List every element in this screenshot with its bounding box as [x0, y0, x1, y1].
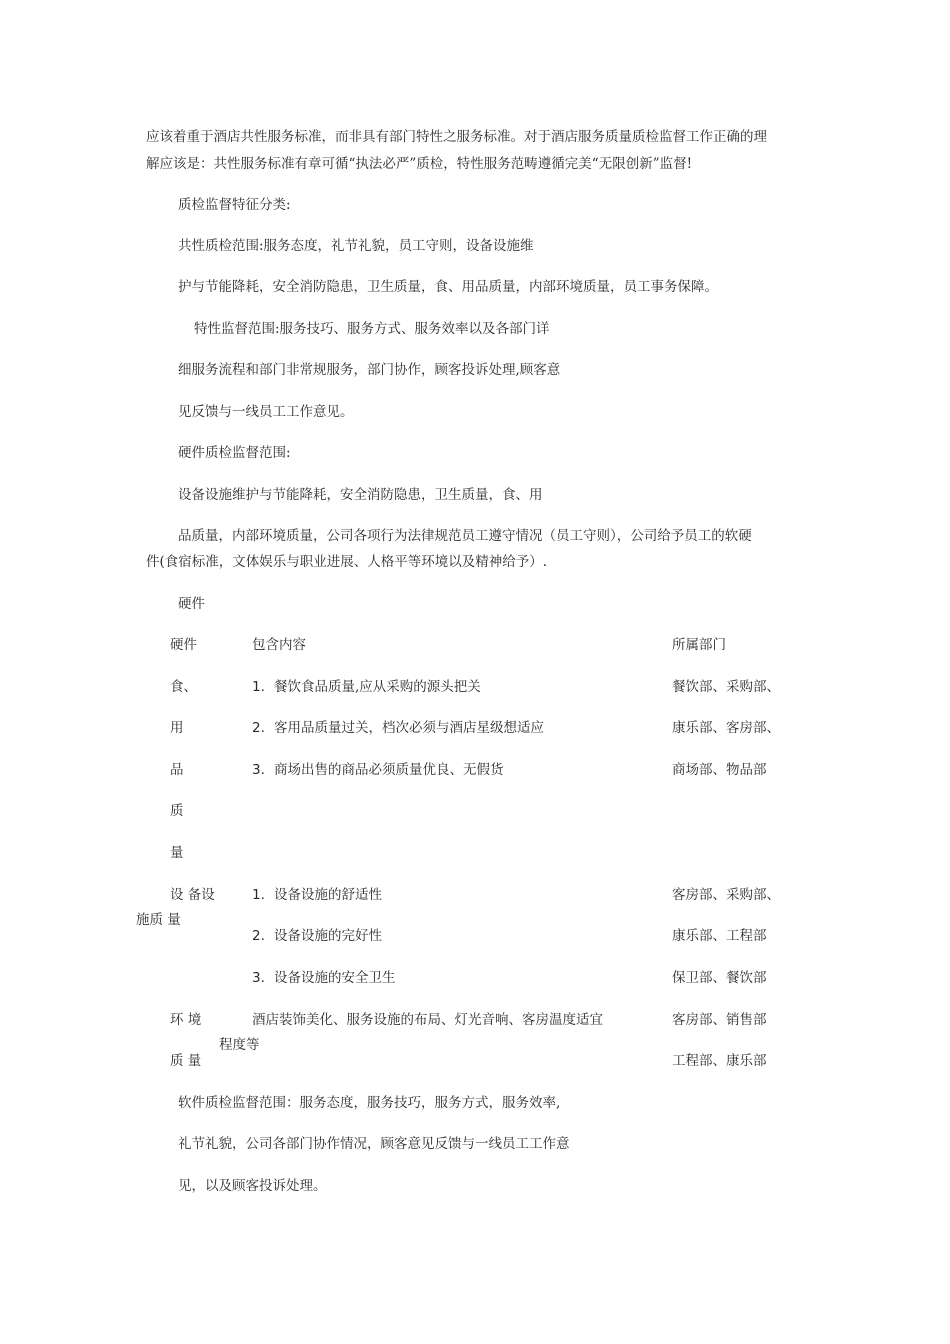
table-header-department: 所属部门	[672, 637, 726, 653]
table-header-content: 包含内容	[252, 637, 306, 653]
common-scope-line-1: 共性质检范围:服务态度，礼节礼貌，员工守则，设备设施维	[178, 238, 534, 254]
item-text: 客用品质量过关，档次必须与酒店星级想适应	[274, 720, 544, 736]
item-number: 2.	[252, 928, 265, 944]
item-text: 设备设施的完好性	[274, 928, 382, 944]
software-scope-line-3: 见，以及顾客投诉处理。	[178, 1178, 327, 1194]
group1-label-char: 食、	[170, 679, 197, 695]
classification-heading: 质检监督特征分类:	[178, 197, 291, 213]
item-department: 商场部、物品部	[672, 762, 767, 778]
intro-line-1: 应该着重于酒店共性服务标准，而非具有部门特性之服务标准。对于酒店服务质量质检监督工作正确的理	[146, 129, 767, 145]
item-number: 3.	[252, 970, 265, 986]
table-caption: 硬件	[178, 596, 205, 612]
table-header-hardware: 硬件	[170, 637, 197, 653]
intro-line-2: 解应该是：共性服务标准有章可循“执法必严”质检，特性服务范畴遵循完美“无限创新”监督!	[146, 156, 693, 172]
common-scope-line-2: 护与节能降耗，安全消防隐患，卫生质量，食、用品质量，内部环境质量，员工事务保障。	[178, 279, 718, 295]
hardware-scope-line-2: 品质量，内部环境质量，公司各项行为法律规范员工遵守情况（员工守则），公司给予员工的软硬	[178, 528, 752, 544]
group3-department-line-1: 客房部、销售部	[672, 1012, 767, 1028]
item-text: 餐饮食品质量,应从采购的源头把关	[274, 679, 481, 695]
software-scope-line-2: 礼节礼貌，公司各部门协作情况，顾客意见反馈与一线员工工作意	[178, 1136, 570, 1152]
hardware-heading: 硬件质检监督范围:	[178, 445, 291, 461]
group1-label-char: 量	[170, 845, 184, 861]
item-text: 商场出售的商品必须质量优良、无假货	[274, 762, 504, 778]
item-department: 保卫部、餐饮部	[672, 970, 767, 986]
group3-content-line-1: 酒店装饰美化、服务设施的布局、灯光音响、客房温度适宜	[252, 1012, 603, 1028]
hardware-scope-line-1: 设备设施维护与节能降耗，安全消防隐患，卫生质量，食、用	[178, 487, 543, 503]
special-scope-line-2: 细服务流程和部门非常规服务，部门协作，顾客投诉处理,顾客意	[178, 362, 561, 378]
group2-label-line-2: 施质 量	[136, 912, 181, 928]
software-scope-line-1: 软件质检监督范围：服务态度，服务技巧，服务方式，服务效率,	[178, 1095, 561, 1111]
item-number: 1.	[252, 679, 265, 695]
item-text: 设备设施的安全卫生	[274, 970, 396, 986]
group3-content-line-2: 程度等	[219, 1037, 260, 1053]
item-text: 设备设施的舒适性	[274, 887, 382, 903]
group2-label-line-1: 设 备设	[170, 887, 215, 903]
group1-label-char: 品	[170, 762, 184, 778]
group1-label-char: 用	[170, 720, 184, 736]
group3-label-line-2: 质 量	[170, 1053, 202, 1069]
special-scope-line-1: 特性监督范围:服务技巧、服务方式、服务效率以及各部门详	[194, 321, 550, 337]
special-scope-line-3: 见反馈与一线员工工作意见。	[178, 404, 354, 420]
item-number: 3.	[252, 762, 265, 778]
item-department: 康乐部、客房部、	[672, 720, 780, 736]
item-department: 餐饮部、采购部、	[672, 679, 780, 695]
item-number: 1.	[252, 887, 265, 903]
group3-department-line-2: 工程部、康乐部	[672, 1053, 767, 1069]
item-department: 康乐部、工程部	[672, 928, 767, 944]
item-department: 客房部、采购部、	[672, 887, 780, 903]
group1-label-char: 质	[170, 803, 184, 819]
hardware-scope-line-3: 件(食宿标准，文体娱乐与职业进展、人格平等环境以及精神给予）.	[146, 554, 548, 570]
item-number: 2.	[252, 720, 265, 736]
group3-label-line-1: 环 境	[170, 1012, 202, 1028]
